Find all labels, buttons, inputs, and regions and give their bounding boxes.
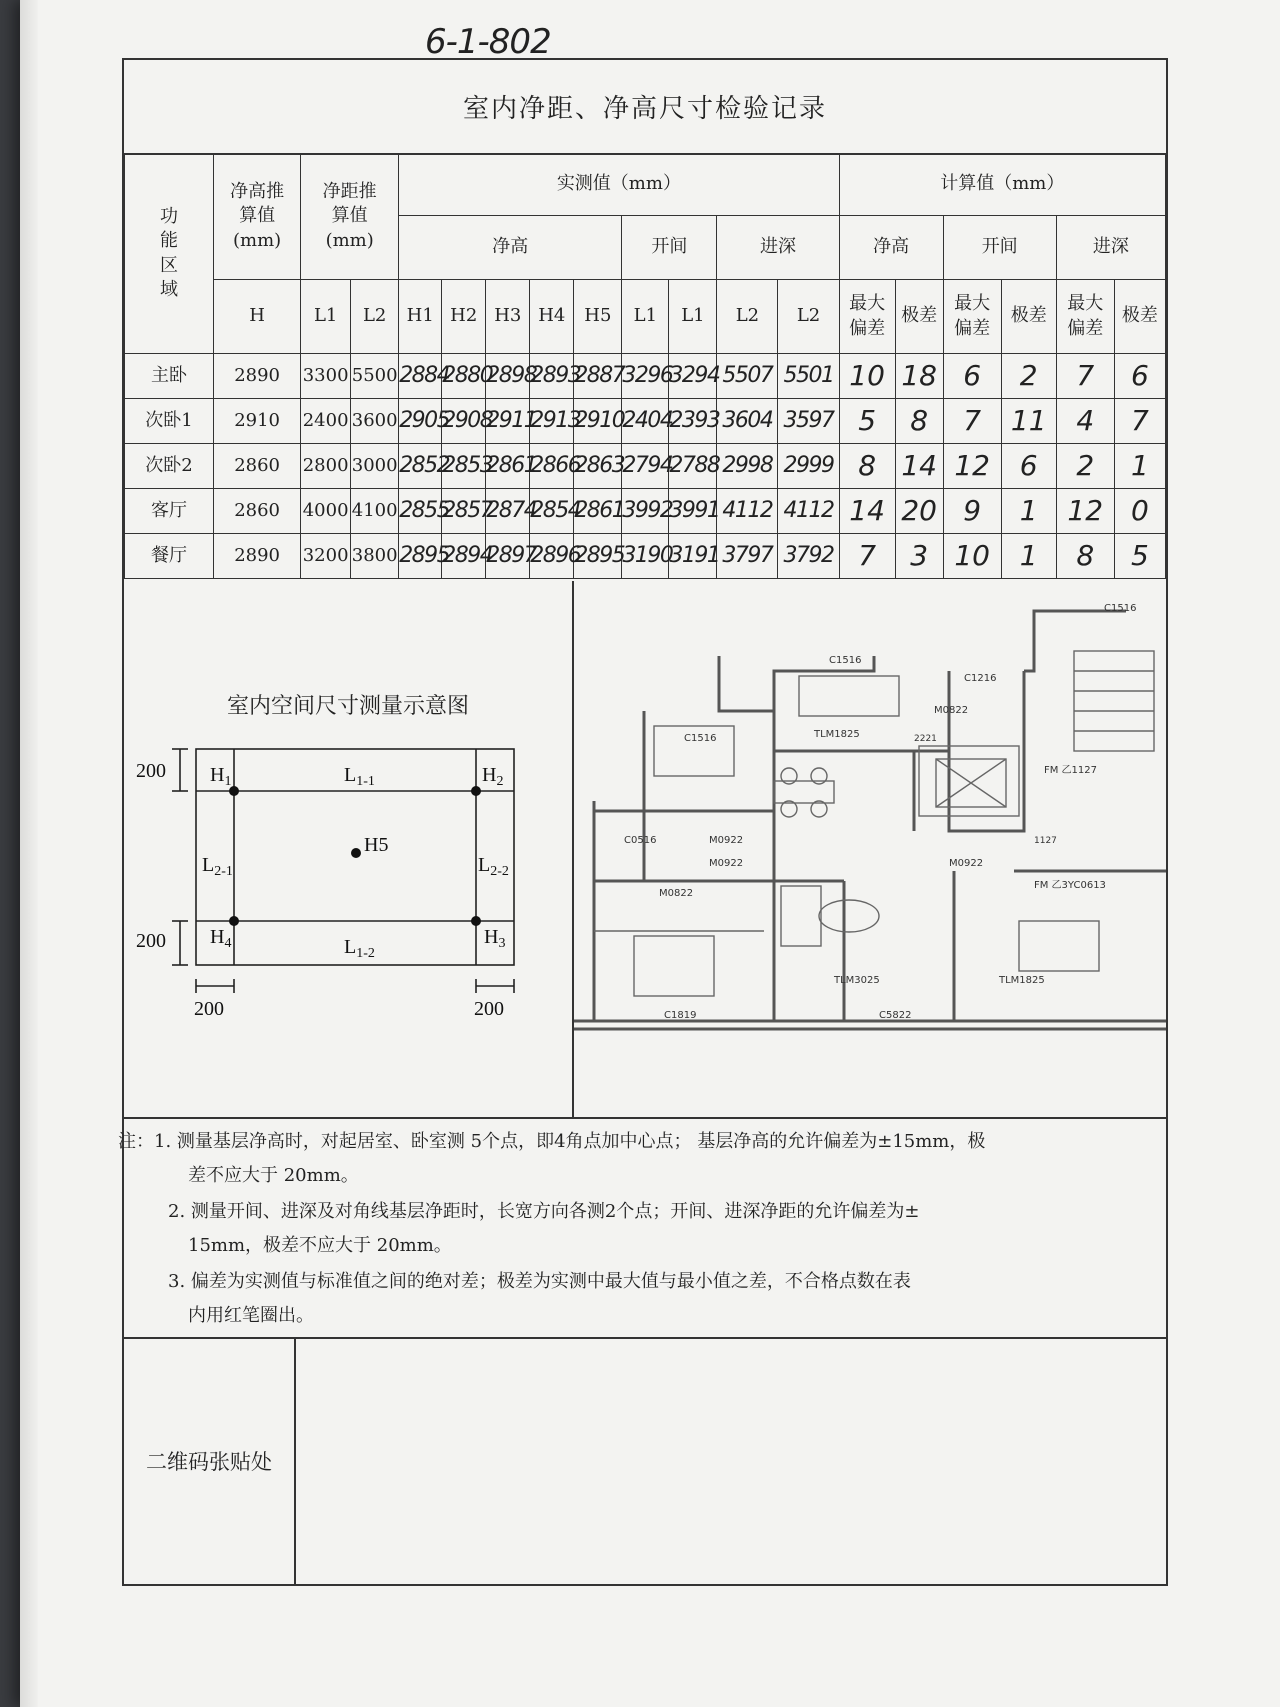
plan-label-c1819: C1819 [664, 1010, 697, 1021]
row-measured-value: 2908 [442, 399, 486, 444]
row-measured-value: 2853 [442, 444, 486, 489]
row-measured-value: 2999 [778, 444, 839, 489]
row-function-area: 主卧 [125, 354, 214, 399]
row-computed-value: 6 [943, 354, 1001, 399]
row-measured-value: 2896 [530, 534, 574, 579]
note-2a: 2. 测量开间、进深及对角线基层净距时，长宽方向各测2个点；开间、进深净距的允许偏差为± [168, 1201, 920, 1222]
row-height-calc: 2860 [214, 489, 301, 534]
row-measured-value: 2898 [486, 354, 530, 399]
paper-edge [20, 0, 38, 1707]
dim-200-bottom-b: 200 [474, 998, 504, 1020]
row-height-calc: 2890 [214, 354, 301, 399]
row-computed-value: 1 [1001, 534, 1056, 579]
plan-label-tlm3025: TLM3025 [834, 975, 880, 986]
row-computed-value: 6 [1001, 444, 1056, 489]
header-computed-width: 开间 [943, 216, 1056, 280]
row-measured-value: 3792 [778, 534, 839, 579]
row-computed-value: 11 [1001, 399, 1056, 444]
row-l1-calc: 2800 [301, 444, 351, 489]
row-measured-value: 2880 [442, 354, 486, 399]
row-measured-value: 2905 [399, 399, 442, 444]
table-row [125, 534, 1166, 579]
header-measured-l2b: L2 [778, 280, 839, 354]
row-measured-value: 2894 [442, 534, 486, 579]
plan-label-fm-1: FM 乙1127 [1044, 765, 1098, 776]
table-row [125, 354, 1166, 399]
header-measured: 实测值（mm） [399, 154, 839, 216]
row-l1-calc: 3300 [301, 354, 351, 399]
row-measured-value: 3991 [669, 489, 717, 534]
note-3b: 内用红笔圈出。 [188, 1305, 314, 1326]
header-function-area: 功 能 区 域 [125, 154, 214, 354]
plan-label-c1516-top: C1516 [829, 655, 862, 666]
header-width-max-dev: 最大 偏差 [943, 280, 1001, 354]
row-computed-value: 14 [839, 489, 895, 534]
row-computed-value: 7 [943, 399, 1001, 444]
header-h2: H2 [442, 280, 486, 354]
record-rows [125, 354, 1166, 579]
header-distance-calc: 净距推 算值 (mm) [301, 154, 399, 280]
header-measured-height: 净高 [399, 216, 622, 280]
dim-200-top-left: 200 [136, 760, 166, 782]
label-h2: $H_2$ [482, 764, 504, 789]
label-h4: $H_4$ [210, 926, 232, 951]
header-l1: L1 [301, 280, 351, 354]
label-l1-1: $L_{1-1}$ [344, 764, 375, 789]
row-height-calc: 2860 [214, 444, 301, 489]
schematic-title: 室内空间尺寸测量示意图 [226, 694, 469, 719]
header-h5: H5 [574, 280, 622, 354]
row-computed-value: 8 [839, 444, 895, 489]
row-computed-value: 20 [895, 489, 943, 534]
row-l2-calc: 5500 [351, 354, 399, 399]
plan-label-c1516-bedroom: C1516 [684, 733, 717, 744]
row-computed-value: 14 [895, 444, 943, 489]
header-depth-max-dev: 最大 偏差 [1056, 280, 1114, 354]
dim-200-bottom-left: 200 [136, 930, 166, 952]
plan-label-m0922-c: M0922 [949, 858, 984, 869]
row-computed-value: 10 [839, 354, 895, 399]
header-height-max-dev: 最大 偏差 [839, 280, 895, 354]
row-measured-value: 2788 [669, 444, 717, 489]
row-measured-value: 2910 [574, 399, 622, 444]
row-l2-calc: 3600 [351, 399, 399, 444]
plan-label-c1516-corner: C1516 [1104, 603, 1137, 614]
header-h4: H4 [530, 280, 574, 354]
row-l1-calc: 4000 [301, 489, 351, 534]
plan-label-1127: 1127 [1034, 836, 1057, 846]
row-measured-value: 2852 [399, 444, 442, 489]
row-computed-value: 4 [1056, 399, 1114, 444]
header-measured-l1b: L1 [669, 280, 717, 354]
row-computed-value: 8 [1056, 534, 1114, 579]
header-measured-depth: 进深 [717, 216, 839, 280]
row-measured-value: 2874 [486, 489, 530, 534]
label-l1-2: $L_{1-2}$ [344, 936, 375, 961]
plan-label-c1216: C1216 [964, 673, 997, 684]
note-1a: 注：1. 测量基层净高时，对起居室、卧室测 5个点，即4角点加中心点； 基层净高的允许偏差为±15mm，极 [118, 1131, 986, 1152]
row-height-calc: 2910 [214, 399, 301, 444]
header-l2: L2 [351, 280, 399, 354]
record-form [118, 58, 1168, 1586]
row-l2-calc: 3000 [351, 444, 399, 489]
row-l1-calc: 3200 [301, 534, 351, 579]
row-computed-value: 10 [943, 534, 1001, 579]
plan-label-c5822: C5822 [879, 1010, 912, 1021]
row-measured-value: 2404 [622, 399, 669, 444]
header-width-range: 极差 [1001, 280, 1056, 354]
plan-label-m0922-b: M0922 [709, 858, 744, 869]
header-h: H [214, 280, 301, 354]
row-measured-value: 3296 [622, 354, 669, 399]
label-h3: $H_3$ [484, 926, 506, 951]
label-h1: $H_1$ [210, 764, 232, 789]
floor-plan [574, 581, 1166, 1117]
plan-label-m0822-top: M0822 [934, 705, 969, 716]
row-measured-value: 3597 [778, 399, 839, 444]
notes-section [118, 1117, 1166, 1339]
row-computed-value: 1 [1114, 444, 1165, 489]
row-computed-value: 12 [1056, 489, 1114, 534]
plan-label-tlm1825-right: TLM1825 [999, 975, 1045, 986]
row-measured-value: 2897 [486, 534, 530, 579]
row-l2-calc: 3800 [351, 534, 399, 579]
row-computed-value: 7 [839, 534, 895, 579]
label-l2-1: $L_{2-1}$ [202, 854, 233, 879]
row-height-calc: 2890 [214, 534, 301, 579]
plan-label-fm-2: FM 乙3YC0613 [1034, 880, 1106, 891]
row-measured-value: 2393 [669, 399, 717, 444]
row-computed-value: 5 [1114, 534, 1165, 579]
row-measured-value: 2887 [574, 354, 622, 399]
row-measured-value: 3604 [717, 399, 778, 444]
row-computed-value: 8 [895, 399, 943, 444]
header-measured-l1a: L1 [622, 280, 669, 354]
row-measured-value: 3191 [669, 534, 717, 579]
row-measured-value: 2866 [530, 444, 574, 489]
row-measured-value: 2998 [717, 444, 778, 489]
row-measured-value: 3190 [622, 534, 669, 579]
row-measured-value: 2913 [530, 399, 574, 444]
qr-code-row [124, 1337, 1166, 1584]
table-row [125, 444, 1166, 489]
row-measured-value: 5501 [778, 354, 839, 399]
row-measured-value: 2895 [574, 534, 622, 579]
row-measured-value: 5507 [717, 354, 778, 399]
table-row [125, 399, 1166, 444]
plan-label-m0922-a: M0922 [709, 835, 744, 846]
row-measured-value: 2794 [622, 444, 669, 489]
row-measured-value: 4112 [717, 489, 778, 534]
row-l1-calc: 2400 [301, 399, 351, 444]
table-row [125, 489, 1166, 534]
row-measured-value: 2861 [574, 489, 622, 534]
measure-points [229, 786, 481, 926]
measurement-schematic [124, 581, 574, 1117]
header-computed: 计算值（mm） [839, 154, 1165, 216]
note-3a: 3. 偏差为实测值与标准值之间的绝对差；极差为实测中最大值与最小值之差，不合格点数在表 [168, 1271, 911, 1292]
handwritten-unit-code: 6-1-802 [425, 22, 551, 62]
plan-label-m0822-left: M0822 [659, 888, 694, 899]
record-table [124, 153, 1166, 579]
row-measured-value: 3294 [669, 354, 717, 399]
row-measured-value: 2861 [486, 444, 530, 489]
row-function-area: 餐厅 [125, 534, 214, 579]
plan-label-2221: 2221 [914, 734, 937, 744]
row-l2-calc: 4100 [351, 489, 399, 534]
header-height-range: 极差 [895, 280, 943, 354]
header-h1: H1 [399, 280, 442, 354]
header-measured-l2a: L2 [717, 280, 778, 354]
floor-plan-furniture [594, 651, 1154, 996]
header-depth-range: 极差 [1114, 280, 1165, 354]
diagram-section [124, 581, 1166, 1119]
row-computed-value: 3 [895, 534, 943, 579]
header-computed-depth: 进深 [1056, 216, 1165, 280]
row-function-area: 次卧1 [125, 399, 214, 444]
row-computed-value: 2 [1056, 444, 1114, 489]
row-measured-value: 2863 [574, 444, 622, 489]
row-computed-value: 0 [1114, 489, 1165, 534]
qr-code-label: 二维码张贴处 [124, 1337, 296, 1584]
note-1b: 差不应大于 20mm。 [188, 1165, 359, 1186]
row-measured-value: 2895 [399, 534, 442, 579]
row-computed-value: 5 [839, 399, 895, 444]
note-2b: 15mm，极差不应大于 20mm。 [188, 1235, 452, 1256]
row-measured-value: 3797 [717, 534, 778, 579]
header-h3: H3 [486, 280, 530, 354]
header-height-calc: 净高推 算值 (mm) [214, 154, 301, 280]
plan-label-c0516: C0516 [624, 835, 657, 846]
row-computed-value: 7 [1114, 399, 1165, 444]
dim-200-bottom-a: 200 [194, 998, 224, 1020]
header-computed-height: 净高 [839, 216, 943, 280]
row-measured-value: 2854 [530, 489, 574, 534]
row-computed-value: 9 [943, 489, 1001, 534]
row-measured-value: 2857 [442, 489, 486, 534]
header-measured-width: 开间 [622, 216, 717, 280]
row-measured-value: 4112 [778, 489, 839, 534]
plan-label-tlm1825-top: TLM1825 [814, 729, 860, 740]
row-function-area: 客厅 [125, 489, 214, 534]
label-h5: H5 [364, 834, 389, 856]
row-computed-value: 2 [1001, 354, 1056, 399]
row-measured-value: 2855 [399, 489, 442, 534]
row-function-area: 次卧2 [125, 444, 214, 489]
row-measured-value: 3992 [622, 489, 669, 534]
row-computed-value: 6 [1114, 354, 1165, 399]
form-title: 室内净距、净高尺寸检验记录 [124, 60, 1166, 155]
row-measured-value: 2884 [399, 354, 442, 399]
floor-plan-walls [574, 611, 1166, 1029]
row-measured-value: 2893 [530, 354, 574, 399]
qr-code-area [296, 1337, 1166, 1584]
row-computed-value: 1 [1001, 489, 1056, 534]
row-measured-value: 2911 [486, 399, 530, 444]
row-computed-value: 18 [895, 354, 943, 399]
label-l2-2: $L_{2-2}$ [478, 854, 509, 879]
row-computed-value: 12 [943, 444, 1001, 489]
row-computed-value: 7 [1056, 354, 1114, 399]
